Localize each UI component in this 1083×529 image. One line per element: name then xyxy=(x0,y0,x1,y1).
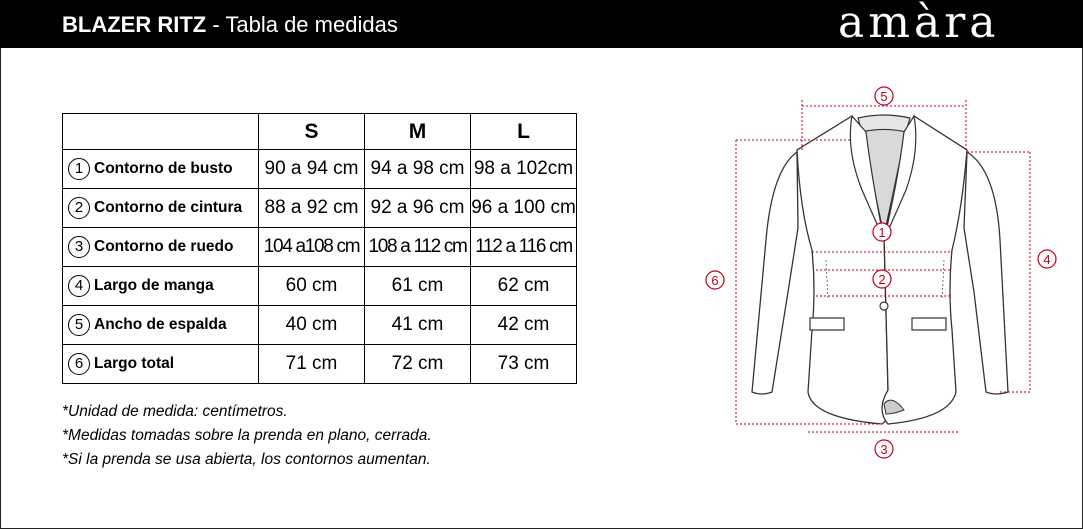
table-header-row xyxy=(63,114,577,150)
number-badge: 6 xyxy=(68,353,90,375)
number-badge: 1 xyxy=(68,158,90,180)
marker-1-label: 1 xyxy=(878,225,886,240)
size-header-m: M xyxy=(365,114,471,150)
cell-l: 98 a 102cm xyxy=(471,150,577,189)
cell-m: 61 cm xyxy=(365,267,471,306)
brand-logo: amàra xyxy=(838,0,1000,48)
cell-m: 108 a 112 cm xyxy=(365,228,471,267)
table-row xyxy=(63,228,577,267)
table-row xyxy=(63,306,577,345)
number-badge: 5 xyxy=(68,314,90,336)
cell-m: 41 cm xyxy=(365,306,471,345)
note-line: *Unidad de medida: centímetros. xyxy=(62,403,288,420)
table-row xyxy=(63,345,577,384)
product-name: BLAZER RITZ xyxy=(62,12,207,37)
page-subtitle: - Tabla de medidas xyxy=(212,12,398,37)
note-line: *Si la prenda se usa abierta, los contornos aumentan. xyxy=(62,451,431,468)
number-badge: 2 xyxy=(68,197,90,219)
size-header-s: S xyxy=(259,114,365,150)
cell-l: 112 a 116 cm xyxy=(471,228,577,267)
row-label xyxy=(63,228,259,267)
row-label xyxy=(63,150,259,189)
page-title xyxy=(62,12,398,38)
measure-name: Contorno de busto xyxy=(94,160,233,178)
number-badge: 4 xyxy=(68,275,90,297)
marker-3-label: 3 xyxy=(880,442,888,457)
row-label xyxy=(63,306,259,345)
marker-5-label: 5 xyxy=(880,89,888,104)
marker-4-label: 4 xyxy=(1043,252,1051,267)
marker-6-label: 6 xyxy=(711,273,719,288)
row-label xyxy=(63,267,259,306)
cell-s: 90 a 94 cm xyxy=(259,150,365,189)
cell-s: 104 a108 cm xyxy=(259,228,365,267)
row-label xyxy=(63,189,259,228)
cell-l: 42 cm xyxy=(471,306,577,345)
empty-header-cell xyxy=(63,114,259,150)
measure-name: Largo total xyxy=(94,355,175,373)
marker-2-label: 2 xyxy=(878,272,886,287)
cell-s: 88 a 92 cm xyxy=(259,189,365,228)
blazer-outline-icon xyxy=(700,80,1070,470)
measure-name: Contorno de ruedo xyxy=(94,238,234,256)
cell-m: 94 a 98 cm xyxy=(365,150,471,189)
size-header-l: L xyxy=(471,114,577,150)
cell-m: 92 a 96 cm xyxy=(365,189,471,228)
cell-l: 96 a 100 cm xyxy=(471,189,577,228)
size-table xyxy=(62,113,577,384)
table-row xyxy=(63,267,577,306)
measure-name: Contorno de cintura xyxy=(94,199,243,217)
cell-m: 72 cm xyxy=(365,345,471,384)
table-row xyxy=(63,189,577,228)
header-bar xyxy=(0,0,1083,48)
number-badge: 3 xyxy=(68,236,90,258)
table-row xyxy=(63,150,577,189)
cell-s: 40 cm xyxy=(259,306,365,345)
row-label xyxy=(63,345,259,384)
cell-l: 73 cm xyxy=(471,345,577,384)
notes xyxy=(62,400,432,472)
cell-s: 60 cm xyxy=(259,267,365,306)
note-line: *Medidas tomadas sobre la prenda en plano, cerrada. xyxy=(62,427,432,444)
measure-name: Largo de manga xyxy=(94,277,214,295)
measure-name: Ancho de espalda xyxy=(94,316,227,334)
cell-l: 62 cm xyxy=(471,267,577,306)
cell-s: 71 cm xyxy=(259,345,365,384)
